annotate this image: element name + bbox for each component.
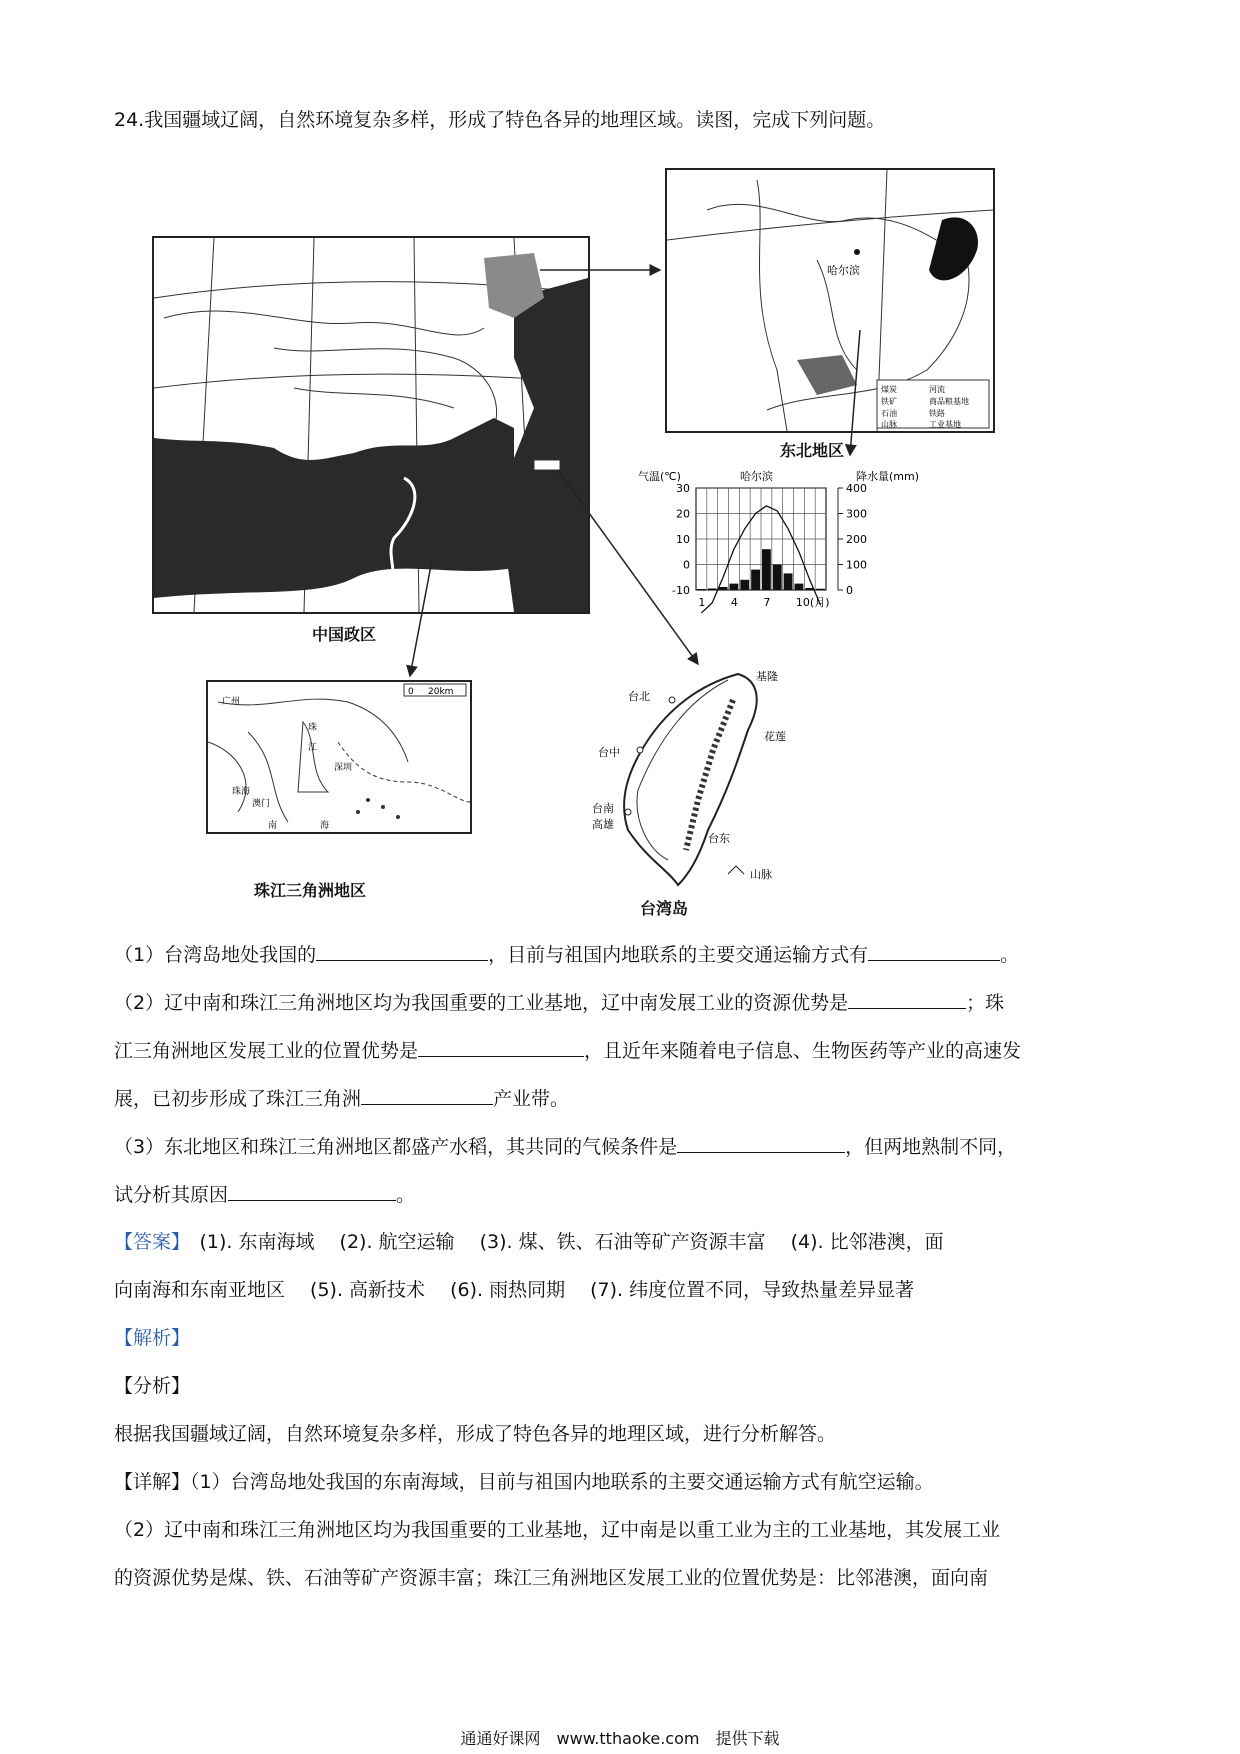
legend-item: 山脉: [881, 420, 897, 429]
question-1: [114, 942, 1019, 967]
question-3-line-1: [114, 1134, 1016, 1159]
legend-item: 河流: [929, 385, 945, 394]
scale-end: 20km: [428, 687, 454, 697]
zhu-label: 珠: [308, 723, 318, 733]
legend-item: 工业基地: [929, 420, 961, 429]
month-tick-label: 10(月): [795, 596, 830, 609]
answer-text: (1). 东南海域 (2). 航空运输 (3). 煤、铁、石油等矿产资源丰富 (4). 比邻港澳，面: [180, 1231, 944, 1253]
temp-tick-label: 20: [676, 507, 690, 521]
q3-part: 试分析其原因: [114, 1184, 229, 1206]
q3-part: ，但两地熟制不同，: [845, 1136, 1017, 1158]
legend-item: 商品粮基地: [929, 397, 969, 406]
temp-tick-label: 10: [676, 533, 690, 546]
jiang-label: 江: [308, 743, 318, 753]
taichung-label: 台中: [598, 746, 620, 759]
analysis-text: 根据我国疆域辽阔，自然环境复杂多样，形成了特色各异的地理区域，进行分析解答。: [114, 1423, 837, 1445]
answer-line-1: [114, 1230, 944, 1254]
analysis-sub-tag: 【分析】: [114, 1375, 191, 1397]
detail-text: （1）台湾岛地处我国的东南海域，目前与祖国内地联系的主要交通运输方式有航空运输。: [190, 1471, 934, 1493]
q3-part: 。: [396, 1184, 416, 1206]
legend-item: 煤炭: [881, 385, 897, 394]
precip-tick-label: 400: [846, 482, 867, 495]
precip-tick-label: 100: [846, 558, 867, 572]
month-tick-label: 4: [730, 596, 738, 609]
answer-blank[interactable]: [677, 1134, 845, 1153]
hai-label: 海: [320, 821, 330, 831]
guangzhou-label: 广州: [222, 697, 241, 707]
macau-label: 澳门: [252, 799, 271, 809]
month-tick-label: 7: [763, 596, 771, 609]
taipei-label: 台北: [628, 690, 650, 703]
q2-part: 展，已初步形成了珠江三角洲: [114, 1088, 362, 1110]
q1-part-c: 。: [1000, 944, 1020, 966]
analysis-tag: 【解析】: [114, 1327, 191, 1349]
answer-blank[interactable]: [848, 990, 966, 1009]
zhuhai-label: 珠海: [232, 787, 251, 797]
temp-tick-label: 30: [676, 482, 690, 495]
taiwan-map-caption: 台湾岛: [640, 899, 689, 918]
question-2-line-3: [114, 1086, 569, 1111]
chart-left-axis-label: 气温(℃): [638, 470, 681, 483]
detail-tag: 【详解】: [114, 1471, 191, 1493]
legend-item: 铁路: [929, 409, 945, 418]
answer-tag: 【答案】: [114, 1231, 181, 1253]
shenzhen-label: 深圳: [334, 763, 353, 773]
q2-part: 江三角洲地区发展工业的位置优势是: [114, 1040, 419, 1062]
q1-part-b: ，目前与祖国内地联系的主要交通运输方式有: [488, 944, 869, 966]
precip-tick-label: 0: [846, 584, 853, 597]
answer-blank[interactable]: [361, 1086, 493, 1105]
month-tick-label: 1: [698, 596, 706, 609]
q2-part: ，且近年来随着电子信息、生物医药等产业的高速发: [584, 1040, 1022, 1062]
q1-part-a: （1）台湾岛地处我国的: [114, 944, 317, 966]
detail-line-1: [114, 1470, 934, 1494]
tainan-label: 台南: [592, 802, 614, 815]
mountain-legend-label: 山脉: [750, 868, 772, 881]
hualien-label: 花莲: [764, 730, 786, 743]
northeast-map-caption: 东北地区: [780, 441, 845, 460]
legend-item: 铁矿: [881, 397, 897, 406]
question-3-line-2: [114, 1182, 415, 1207]
kaohsiung-label: 高雄: [592, 818, 614, 831]
temp-tick-label: 0: [683, 558, 690, 572]
scale-start: 0: [408, 687, 414, 697]
question-2-line-1: [114, 990, 1004, 1015]
q3-part: （3）东北地区和珠江三角洲地区都盛产水稻，其共同的气候条件是: [114, 1136, 678, 1158]
question-2-line-2: [114, 1038, 1021, 1063]
answer-blank[interactable]: [868, 942, 1000, 961]
nan-label: 南: [268, 821, 278, 831]
temp-tick-label: -10: [672, 584, 690, 597]
q2-part: ；珠: [966, 992, 1005, 1014]
question-stem: 24.我国疆域辽阔，自然环境复杂多样，形成了特色各异的地理区域。读图，完成下列问题。: [114, 109, 886, 131]
harbin-label: 哈尔滨: [827, 264, 860, 277]
chart-right-axis-label: 降水量(mm): [856, 470, 920, 483]
answer-line-2: 向南海和东南亚地区 (5). 高新技术 (6). 雨热同期 (7). 纬度位置不同，导致热量差异显著: [114, 1279, 915, 1301]
chart-title: 哈尔滨: [740, 470, 773, 483]
detail-line-3: 的资源优势是煤、铁、石油等矿产资源丰富；珠江三角洲地区发展工业的位置优势是：比邻港澳，面向南: [114, 1567, 989, 1589]
precip-tick-label: 200: [846, 533, 867, 546]
answer-blank[interactable]: [228, 1182, 396, 1201]
answer-blank[interactable]: [418, 1038, 584, 1057]
detail-line-2: （2）辽中南和珠江三角洲地区均为我国重要的工业基地，辽中南是以重工业为主的工业基地，其发展工业: [114, 1519, 1001, 1541]
china-map-caption: 中国政区: [312, 625, 377, 644]
precip-tick-label: 300: [846, 507, 867, 521]
legend-item: 石油: [881, 409, 897, 418]
q2-part: （2）辽中南和珠江三角洲地区均为我国重要的工业基地，辽中南发展工业的资源优势是: [114, 992, 849, 1014]
taitung-label: 台东: [708, 832, 730, 845]
footer: 通通好课网 www.tthaoke.com 提供下载: [460, 1729, 780, 1748]
prd-map-caption: 珠江三角洲地区: [254, 881, 367, 900]
q2-part: 产业带。: [493, 1088, 570, 1110]
keelung-label: 基隆: [756, 670, 778, 683]
answer-blank[interactable]: [316, 942, 488, 961]
